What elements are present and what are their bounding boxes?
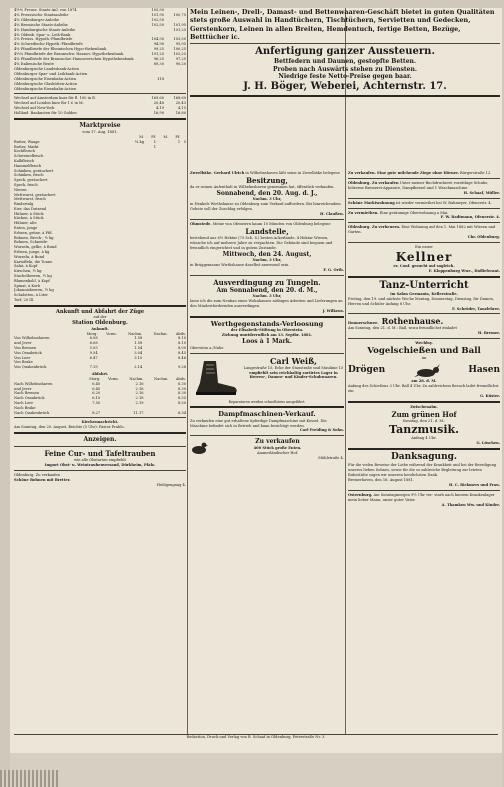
table-cell: Butter, Waage <box>14 139 40 144</box>
zw-title: Zum grünen Hof <box>391 409 457 419</box>
ad-feine-title: Feine Cur- und Tafeltrauben <box>44 449 156 459</box>
table-cell: Nieren <box>14 187 27 192</box>
item-name: Wechsel auf New-York <box>14 106 55 111</box>
column-header: Nachm. <box>128 331 143 336</box>
dank-sig: H. C. Rickmers und Frau. <box>448 482 500 487</box>
b2-time: Nachm. 3 Uhr, <box>252 258 282 263</box>
geese-place: Ammerländischer Hof. <box>256 450 299 455</box>
ost-body: Am Sonntagmorgen 9½ Uhr ver- starb nach kurzem Krankenlager mein lieber Mann, unser guter Vater. <box>348 492 495 502</box>
table-cell: Kirschen, ½ kg <box>14 269 42 274</box>
b1-body: da er seinen Aufenthalt in Wilhelmshaven genommen hat, öffentlich verkaufen. <box>190 184 335 189</box>
ad-feine-sub: Import Obst- u. Weintraubenversand, Dürkheim, Pfalz. <box>44 463 156 468</box>
hasen-sig: G. Küster. <box>480 393 500 398</box>
church-title: Kirchennachricht. <box>81 420 119 425</box>
lottery-title: Werthgegenstands-Verloosung <box>210 319 324 328</box>
hasen-body: Anfang des Schießens 3 Uhr. Ball 4 Uhr. Zu zahlreichem Besuch ladet freundlichst ein <box>348 383 499 393</box>
table-cell: 2.14 <box>134 365 143 370</box>
table-cell: Mettwurst, frisch <box>14 197 46 202</box>
table-cell: Nach Bremen <box>14 391 40 396</box>
table-cell <box>144 298 156 303</box>
table-cell: Butter, Markt <box>14 144 39 149</box>
r4-title: Zu vermiethen. <box>348 210 379 215</box>
table-row <box>14 298 186 303</box>
table-cell: 8.30 <box>177 391 186 396</box>
top-ad-text: Mein Leinen-, Drell-, Damast- und Bettenwaaren-Geschäft bietet in guten Qualitäten stets große Auswahl in Handtüchern, Tischtüchern, Servietten und Gedecken, Gerstenkorn, Leinen in allen Breiten, Hemdentuch, fertige Betten, Bezüge, Betttücher ic. <box>190 8 495 41</box>
zw-main: Tanzmusik. <box>389 423 459 437</box>
column-header: Pf. <box>151 134 157 139</box>
item-value: 89,30 <box>153 61 164 66</box>
item-value: 168,60 <box>173 96 186 101</box>
table-cell: 3.10 <box>134 355 143 360</box>
zw-time: Anfang 4 Uhr. <box>411 436 437 441</box>
table-cell: 1 <box>177 139 181 144</box>
r1-sig: Bürgerstraße 12. <box>460 171 492 175</box>
b1-sig: H. Claußen. <box>320 212 344 217</box>
table-cell: 2.16 <box>135 386 144 391</box>
table-cell: Nach Leer <box>14 400 34 405</box>
b3-sig: J. Wilkens. <box>322 309 344 313</box>
table-cell: 8.46 <box>177 355 186 360</box>
table-cell: 1 <box>153 144 157 149</box>
item-value: 169,60 <box>151 96 164 101</box>
ad-bohnen-sig: Heiligengang 4. <box>156 482 186 487</box>
column-header: Vorm. <box>108 376 119 381</box>
tanz-title: Tanz-Unterricht <box>379 279 469 291</box>
train-title: Ankunft und Abfahrt der Züge <box>55 308 145 315</box>
item-value: 16,90 <box>153 111 164 116</box>
b2-sig: F. G. Orth. <box>323 267 344 272</box>
table-cell: 8.45 <box>177 350 186 355</box>
market-table <box>14 135 186 303</box>
table-cell: 1.58 <box>134 341 143 346</box>
b2-date: Mittwoch, den 24. August, <box>222 250 312 258</box>
item-name: 4% Oldenb. Spar- u. Leih-Bank <box>14 32 71 37</box>
item-value <box>142 87 164 92</box>
table-cell: Von Quakenbrück <box>14 365 47 370</box>
table-cell <box>98 365 117 370</box>
table-cell: Hammelfleisch <box>14 163 42 168</box>
exchange-list <box>14 96 186 116</box>
table-cell: Nach Brake <box>14 405 36 410</box>
item-name: Holländ. Banknoten für 10 Gulden <box>14 111 77 116</box>
market-date: vom 17. Aug. 1881. <box>82 130 118 135</box>
table-cell: Bohnen, Brech-, ½ kg <box>14 235 54 240</box>
lottery-price: Loos à 1 Mark. <box>242 338 292 346</box>
arrivals-title: Ankunft. <box>91 326 109 331</box>
table-cell: Mettwurst, geräuchert <box>14 192 56 197</box>
table-cell <box>156 298 168 303</box>
table-cell: 6.10 <box>92 396 101 401</box>
r5-body: Eine Wohnung auf den 1. Mai 1882 mit Wiesen und Garten. <box>348 225 496 235</box>
item-value: 20,48 <box>153 101 164 106</box>
lottery-sub: der Elisabeth-Stiftung in Oberstein. <box>230 328 304 333</box>
item-value: 4,15 <box>177 106 186 111</box>
item-value: 4,19 <box>155 106 164 111</box>
table-cell: und Jever <box>14 386 32 391</box>
table-cell: 1 <box>153 139 157 144</box>
table-cell: 3.04 <box>134 350 143 355</box>
column-header: Nachm. <box>153 331 168 336</box>
kellner-head: Ein neuer <box>415 245 433 250</box>
vogel-sub: im <box>421 356 427 361</box>
table-cell: Nach Osnabrück <box>14 396 45 401</box>
top-ad-sub3: Niedrige feste Netto-Preise gegen baar. <box>278 73 412 81</box>
dampf-body: Zu verkaufen eine gut erhaltene 6pferdige Dampfmaschine mit Kessel. Die Maschine befindet sich in Betrieb und kann besichtigt werden. <box>190 418 327 428</box>
table-cell: Von Leer <box>14 355 31 360</box>
roth-sig: H. Bremer. <box>477 331 500 336</box>
item-value: 99,25 <box>153 47 164 52</box>
ad-bohnen-line2: Schöne Bohnen mit Bretter. <box>14 477 71 482</box>
hasen-right: Hasen <box>468 365 500 376</box>
table-cell: Enten, junge <box>14 226 38 231</box>
table-cell: Kücken, à Stück <box>14 216 44 221</box>
imprint <box>10 734 502 753</box>
table-cell: Blumenkohl, à Kopf <box>14 278 50 283</box>
table-cell: 7.50 <box>92 400 101 405</box>
table-cell: Eier, das Dutzend <box>14 206 47 211</box>
item-name: 4% Preussische Staatsanleihe <box>14 12 69 17</box>
table-cell: 2.16 <box>135 381 144 386</box>
vogel-title: Vogelschießen und Ball <box>367 346 481 357</box>
ads-title: Anzeigen. <box>83 436 117 444</box>
item-value: 97,25 <box>175 57 186 62</box>
kellner-title: Kellner <box>395 249 453 264</box>
ad-bohnen-line1: Oldenburg. Zu verkaufen <box>14 472 60 477</box>
table-cell: Johannisbeeren, ½ kg <box>14 288 54 293</box>
table-cell: Kartoffeln, die Tonne <box>14 259 53 264</box>
table-cell: 8.10 <box>177 336 186 341</box>
r5-sig: Chr. Oldenburg. <box>467 235 500 240</box>
dank-title: Danksagung. <box>390 452 458 463</box>
item-name: 4½% Preuss. Staats-Anl. von 1874 <box>14 8 77 12</box>
item-value: 118 <box>157 76 164 81</box>
table-cell: Von Osnabrück <box>14 350 42 355</box>
table-cell: 6.40 <box>92 381 101 386</box>
table-cell: Bohnen, Schneide- <box>14 240 49 245</box>
table-cell: 8.00 <box>177 346 186 351</box>
b1-time: Nachm. 3 Uhr, <box>252 197 282 202</box>
table-cell: Wurzeln, à Bund <box>14 254 45 259</box>
kellner-sig: F. Kloppenburg Wwe., Hoflieferant. <box>428 268 500 273</box>
table-cell: Nach Quakenbrück <box>14 410 50 415</box>
stock-list <box>14 8 186 91</box>
ost-title: Osternburg. <box>348 492 373 497</box>
right-column <box>348 171 500 508</box>
b1-text: in Wilhelmshaven läßt seine in Zweelbäke belegene <box>245 171 340 175</box>
list-item <box>14 111 186 116</box>
table-cell: 8.27 <box>92 410 101 415</box>
item-value: 95,95 <box>175 42 186 47</box>
lottery-body: Ziehung unwiderruflich am 13. Septbr. 1881. <box>221 333 313 338</box>
newspaper-page <box>10 8 502 753</box>
dampf-sig: Carl Freiding & Sohn. <box>300 428 344 433</box>
item-name: 5% Preuss. Hypoth.-Pfandbriefe <box>14 37 73 42</box>
b2-body: bestehend aus 6½ Hektar (75 Sch. S.) besten Ackerlande, 4 Hektar Wiesen, wünsche ich auf mehrere Jahre zu verpachten. Die Gebäude sind bequem und freundlich eingerichtet und in gutem Zustande. <box>190 235 333 250</box>
item-value: 96,25 <box>153 57 164 62</box>
column-header: Morg. <box>89 376 101 381</box>
item-value: 102,50 <box>151 22 164 27</box>
table-row <box>14 365 186 370</box>
top-ad-sub1: Bettfedern und Daunen, gestopfte Betten. <box>274 58 416 66</box>
b2-text: Meine von Ofenstern kaum 10 Minuten von Oldenburg belegene <box>212 221 331 226</box>
zw-sig: G. Lüschen. <box>476 441 500 446</box>
r4-body: Eine geräumige Oberwohnung a Mai. <box>379 210 449 215</box>
item-value: 102,50 <box>151 17 164 22</box>
zw-head: Zwischenahn. <box>410 404 438 409</box>
item-name: Oldenburgische Eisenbahn-Actien <box>14 76 77 81</box>
roth-title: Rothenhause. <box>381 316 444 327</box>
table-cell: Erbsen, grüne, à Pfd. <box>14 230 53 235</box>
item-value: 105,50 <box>151 8 164 12</box>
table-cell: 2.18 <box>135 396 144 401</box>
column-header: M. <box>139 134 145 139</box>
item-value <box>164 87 186 92</box>
item-name: Oldenburgische Glashütten-Actien <box>14 81 77 86</box>
table-cell: Hühner, alte <box>14 221 37 226</box>
r1-text: Zu verkaufen. Eine gute milchende Ziege ohne Hörner. <box>348 171 459 175</box>
top-ad-firm: J. H. Böger, Weberei, Achternstr. 17. <box>243 80 447 92</box>
item-value: 102,25 <box>173 52 186 57</box>
item-name: 4% Hamburgische Staats-Anleihe <box>14 27 76 32</box>
table-cell: 2.16 <box>135 391 144 396</box>
r2-body: Unter meiner Buchdruckerei vorräthige Schuhe, hölzerne Bremerei-Apparate, Dampfkessel und 1 Waschmaschine. <box>348 180 489 190</box>
ad-feine-small: wie alle Obstarten empfiehlt <box>74 458 126 463</box>
table-cell: 5 <box>183 139 186 144</box>
item-name: Wechsel auf Amsterdam kurz für fl. 100 in fl. <box>14 96 96 101</box>
departures-table <box>14 377 186 415</box>
market-title: Marktpreise <box>79 122 121 130</box>
r3-body: ist wieder vermiethet bei W. Rahmeyer, Ofenerstr. 4. <box>395 200 492 205</box>
table-cell: und Jever <box>14 341 32 346</box>
hare-illustration <box>412 363 442 377</box>
column-header: Abds. <box>175 331 186 336</box>
item-value: 16,80 <box>175 111 186 116</box>
table-cell: Schalotten, à Liter <box>14 293 48 298</box>
carl-body: empfiehlt sein reichhaltig sortirtes Lager in Herren-, Damen- und Kinder-Schuhwaaren. <box>249 370 338 380</box>
table-cell: 1.54 <box>134 346 143 351</box>
table-cell: Nach Wilhelmshaven <box>14 381 53 386</box>
column-divider <box>345 8 346 740</box>
table-cell: 9.28 <box>177 365 186 370</box>
hasen-date: am 28. d. M. <box>411 379 437 384</box>
item-name: Oldenburger Spar- und Leihbank-Actien <box>14 71 88 76</box>
hasen-left: Drögen <box>348 365 386 376</box>
table-cell: Von Wilhelmshaven <box>14 336 50 341</box>
arrivals-table <box>14 332 186 370</box>
table-cell: 8.55 <box>177 396 186 401</box>
imprint-text: Redaction, Druck und Verlag von B. Schaaf in Oldenburg, Peterstraße Nr. 3. <box>186 735 326 739</box>
table-cell <box>180 298 186 303</box>
table-cell: 8.30 <box>177 381 186 386</box>
table-cell: 6.47 <box>89 355 98 360</box>
train-sub: auf der <box>93 315 107 320</box>
r2-sig: H. Schaaf, Müller. <box>463 190 500 195</box>
item-name: 4½% Pfandbriefe der Braunschw. Hannov. Hypothekenbank <box>14 52 124 57</box>
table-cell: Erbsen, junge, à kg <box>14 250 50 255</box>
table-cell: ¼ kg <box>134 139 145 144</box>
roth-head: Donnerschwee. <box>348 321 379 326</box>
table-cell: Spinat, à Korb <box>14 283 41 288</box>
tanz-body: Freitag, den 19. und nächste Woche Montag, Donnerstag, Dienstag, für Damen, Herren und Schüler Anfang 8 Uhr. <box>348 296 494 306</box>
table-cell: 11.17 <box>133 410 144 415</box>
geese-title: Zu verkaufen <box>255 438 300 446</box>
tanz-sub: im Salon Germania, Kellerstraße. <box>390 291 458 296</box>
dampf-title: Dampfmaschinen-Verkauf. <box>218 410 316 419</box>
item-name: Oldenburgische Eisenbahn-Actien <box>14 86 77 91</box>
carl-title: Carl Weiß, <box>270 355 317 366</box>
table-cell: Kochfleisch <box>14 149 35 154</box>
table-cell: 6.34 <box>177 410 186 415</box>
item-name: 4% Pfandbriefe der Rheinischen Hypo-thekenbank <box>14 47 107 52</box>
table-cell: 8.30 <box>177 386 186 391</box>
table-cell: Torf, 20 Ill. <box>14 298 35 303</box>
column-header: Morg. <box>86 331 98 336</box>
departures-title: Abfahrt. <box>91 372 109 377</box>
table-cell: Wurzeln, gelbe, à Bund <box>14 245 57 250</box>
column-header: Pf. <box>175 134 181 139</box>
b1-head: Zweelbäke. Gerhard Ulrich <box>190 171 245 175</box>
column-header: M. <box>163 134 169 139</box>
table-cell <box>121 298 144 303</box>
kellner-body: ev. Conf. gesucht auf sogleich. <box>393 263 455 268</box>
item-name: 4% Italienische Rente <box>14 61 54 66</box>
b3-date: Am Sonnabend, den 20. d. M., <box>216 286 318 294</box>
church-text: Am Sonntag, den 20. August. Beichte (5 Uhr): Pastor Prahlo. <box>14 425 125 430</box>
item-name: 4% Bremische Staats-Anleihe <box>14 22 68 27</box>
item-name: Oldenburgische Landesbank-Actien <box>14 66 79 71</box>
table-cell: 5.05 <box>89 346 98 351</box>
table-cell: Von Brake <box>14 360 33 365</box>
ost-sig: A. Thamken Ww. und Kinder. <box>441 502 500 507</box>
table-cell: 7.19 <box>89 365 98 370</box>
item-value: 101,95 <box>151 12 164 17</box>
b3-time: Nachm. 3 Uhr, <box>252 294 282 299</box>
r3-title: Schöne Marktwohnung <box>348 200 395 205</box>
table-cell: 1.58 <box>134 336 143 341</box>
column-header: Vorm. <box>106 331 117 336</box>
table-cell: Von Bremen <box>14 346 37 351</box>
train-station: Station Oldenburg. <box>72 320 128 327</box>
list-item <box>14 87 186 92</box>
lottery-sig: Oberstein a./Nahe. <box>190 345 225 350</box>
item-value: 101,25 <box>151 52 164 57</box>
item-value: 90,20 <box>175 61 186 66</box>
top-ad-headline: Anfertigung ganzer Aussteuern. <box>255 46 435 58</box>
item-value: 104,50 <box>151 37 164 42</box>
r2-title: Oldenburg. Zu verkaufen <box>348 180 399 185</box>
column-divider <box>187 8 188 740</box>
b2-title: Landstelle, <box>245 226 289 236</box>
item-name: Wechsel auf London kurz für 1 £ in M. <box>14 101 84 106</box>
table-cell: Schinken, frisch <box>14 173 44 178</box>
item-value: 100,25 <box>173 47 186 52</box>
geese-body: 400 Stück große Enten. <box>253 445 302 450</box>
tanz-sig: F. Schröder, Tanzlehrer. <box>452 306 500 311</box>
item-value: 103,50 <box>173 37 186 42</box>
item-name: 4% Schwedische Hypoth.-Pfandbriefe <box>14 42 83 47</box>
table-cell: 6.08 <box>89 341 98 346</box>
b1-title: Besitzung, <box>246 175 288 185</box>
carl-footer: Reparaturen werden schnellstens ausgeführt. <box>228 399 306 404</box>
table-cell: Salat, à Kopf <box>14 264 38 269</box>
carl-text: Langestraße 15, Ecke der Staustraße und Staulinie 15 <box>243 365 344 370</box>
table-cell: 6.40 <box>92 386 101 391</box>
column-header: Nachm. <box>129 376 144 381</box>
duck-illustration <box>190 440 208 454</box>
table-cell: Hühner, à Stück <box>14 211 44 216</box>
item-value: 20,43 <box>175 101 186 106</box>
top-ad-sub2: Proben nach Auswärts stehen zu Diensten. <box>273 65 417 73</box>
table-row <box>14 411 186 416</box>
vogel-head: Wechloy. <box>415 341 433 346</box>
middle-column <box>190 171 344 461</box>
table-cell <box>168 298 180 303</box>
b3-body: lasse ich die zum Neubau eines Wohnhauses nöthigen Arbeiten und Lieferungen an den Mindestfordernden ausverdingen. <box>190 299 343 309</box>
column-header: Nachm. <box>154 376 169 381</box>
table-cell: Stachelbeeren, ½ kg <box>14 274 52 279</box>
geese-sig: Mühlstraße 4. <box>318 455 344 460</box>
roth-body: Am Sonntag, den 21. d. M.: Ball, wozu freundlichst einladet <box>348 326 457 331</box>
table-cell: Speck, geräuchert <box>14 178 48 183</box>
boot-illustration <box>190 359 240 397</box>
r5-title: Oldenburg. Zu verheuern. <box>348 225 401 230</box>
b2-head: Ohmstede. <box>190 221 212 226</box>
archive-strip <box>0 770 60 787</box>
b1-place: in Henkels Wirthshause zu Oldenburg zum Verkauf auffordern. Bei hinreichendem Gebote soll der Zuschlag erfolgen. <box>190 202 341 212</box>
item-value: 101,95 <box>173 22 186 27</box>
table-cell: 6.20 <box>92 391 101 396</box>
page-margin <box>10 753 502 787</box>
b1-date: Sonnabend, den 20. Aug. d. J., <box>216 189 318 197</box>
table-cell: Kalbfleisch <box>14 158 35 163</box>
b3-title: Ausverdingung zu Tungeln. <box>213 277 321 287</box>
table-cell: Schinken, geräuchert <box>14 168 54 173</box>
dank-body: Für die vielen Beweise der Liebe während der Krankheit und bei der Beerdigung unseres lieben Sohnes, sowie für die so zahlreiche Begleitung zur letzten Ruhestätte sagen wir unseren herzlichsten Dank. <box>348 463 497 478</box>
item-name: 4% Oldenburger Anleihe <box>14 17 60 22</box>
item-value: 94,90 <box>153 42 164 47</box>
zw-date: Sonntag, den 21. d. M.: <box>402 418 446 423</box>
left-column <box>14 8 186 488</box>
table-cell: 8.10 <box>177 341 186 346</box>
table-cell <box>100 411 119 416</box>
table-cell: 8.50 <box>177 400 186 405</box>
table-cell: 6.08 <box>89 336 98 341</box>
table-cell: Rindertalg <box>14 202 34 207</box>
table-cell <box>142 365 167 370</box>
table-cell: 9.54 <box>89 350 98 355</box>
top-ad <box>190 8 500 99</box>
column-header: Abds. <box>175 376 186 381</box>
table-cell: Schweinefleisch <box>14 154 44 159</box>
dank-place: Bremerhaven, den 16. August 1881. <box>348 478 414 482</box>
table-cell: Speck, frisch <box>14 182 38 187</box>
item-value: 100,75 <box>173 12 186 17</box>
item-value: 101,25 <box>173 27 186 32</box>
table-cell <box>144 411 169 416</box>
item-name: 4% Pfandbriefe der Braunschw.-Hannoverschen Hypothekenbank <box>14 57 134 62</box>
table-cell: 2.19 <box>135 400 144 405</box>
b2-place: in Brüggemanns Wirthshause daselbst anwesend sein. <box>190 262 290 267</box>
r4-sig: F. W. Radtmann, Ofenerstr. 4. <box>440 215 500 220</box>
